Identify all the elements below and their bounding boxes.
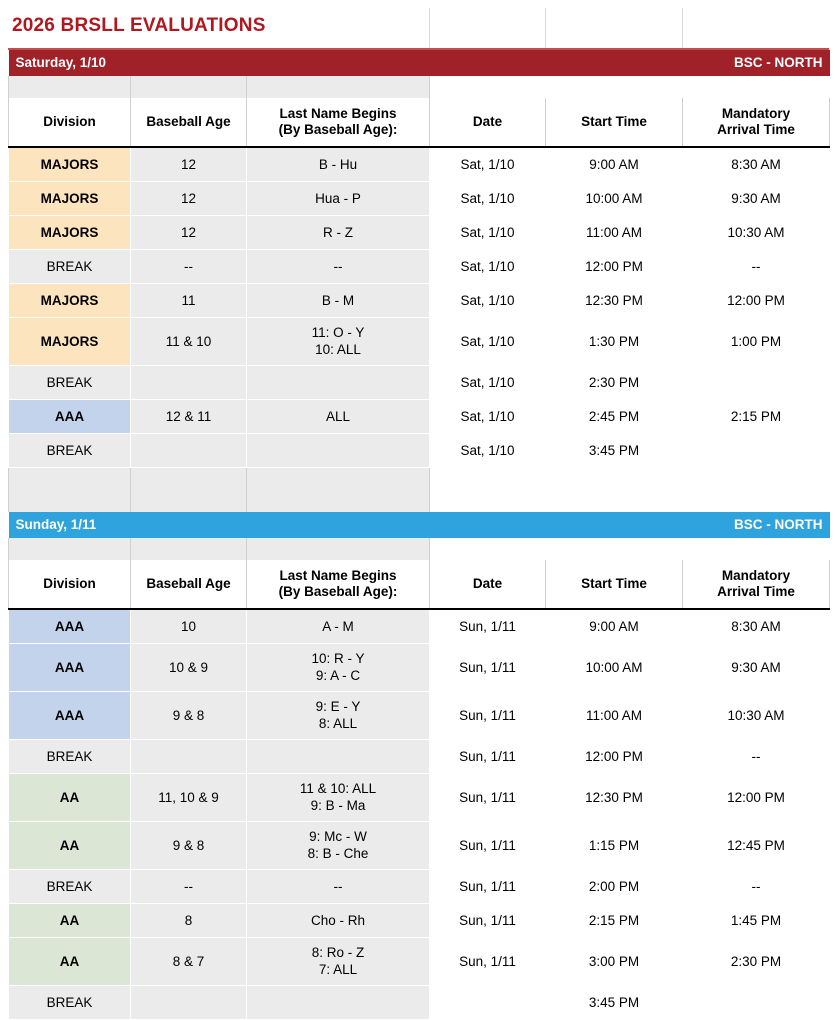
cell-division: AA [9, 822, 131, 870]
cell-age: 8 & 7 [131, 938, 247, 986]
sat-spacer-c0 [9, 76, 131, 98]
cell-arrival: -- [683, 740, 830, 774]
sun-spacer-c3 [430, 538, 546, 560]
cell-start: 9:00 AM [546, 609, 683, 644]
cell-lastname-line2: 9: B - Ma [310, 797, 366, 813]
table-row [9, 986, 830, 1020]
cell-lastname [247, 986, 430, 1020]
cell-division: MAJORS [9, 318, 131, 366]
sunday-banner [9, 512, 830, 538]
cell-arrival: 8:30 AM [683, 147, 830, 182]
cell-arrival [683, 986, 830, 1020]
cell-date: Sat, 1/10 [430, 318, 546, 366]
saturday-banner-mid [430, 50, 683, 76]
sun-spacer-c4 [546, 538, 683, 560]
table-row [9, 434, 830, 468]
cell-start: 3:00 PM [546, 938, 683, 986]
cell-division: AAA [9, 400, 131, 434]
cell-age: 8 [131, 904, 247, 938]
cell-arrival: 9:30 AM [683, 644, 830, 692]
cell-arrival: 2:30 PM [683, 938, 830, 986]
sat-bot-c0 [9, 468, 131, 491]
cell-age [131, 740, 247, 774]
header-date: Date [430, 560, 546, 609]
sun-spacer-c2 [247, 538, 430, 560]
cell-age: -- [131, 250, 247, 284]
cell-age [131, 434, 247, 468]
cell-division: MAJORS [9, 216, 131, 250]
cell-date: Sat, 1/10 [430, 400, 546, 434]
cell-lastname [247, 318, 430, 366]
header-baseball-age: Baseball Age [131, 560, 247, 609]
header-last-name-line2: (By Baseball Age): [278, 122, 398, 137]
page-title: 2026 BRSLL EVALUATIONS [8, 8, 429, 49]
cell-division: MAJORS [9, 182, 131, 216]
header-arrival-line1: Mandatory [721, 106, 791, 122]
saturday-column-headers [9, 98, 830, 147]
table-row [9, 740, 830, 774]
cell-division: BREAK [9, 740, 131, 774]
cell-lastname-line1: 11 & 10: ALL [299, 780, 377, 796]
cell-date: Sat, 1/10 [430, 216, 546, 250]
table-row [9, 250, 830, 284]
title-blank-3 [682, 8, 829, 49]
header-start-time: Start Time [546, 98, 683, 147]
cell-lastname: B - M [247, 284, 430, 318]
cell-division: MAJORS [9, 284, 131, 318]
sunday-banner-date: Sunday, 1/11 [9, 512, 430, 538]
cell-division: AA [9, 774, 131, 822]
title-blank-1 [429, 8, 545, 49]
table-row [9, 774, 830, 822]
cell-lastname-line2: 8: B - Che [307, 845, 369, 861]
cell-start: 3:45 PM [546, 986, 683, 1020]
cell-arrival: 1:45 PM [683, 904, 830, 938]
cell-date: Sat, 1/10 [430, 366, 546, 400]
table-row [9, 644, 830, 692]
cell-lastname-line2: 9: A - C [315, 667, 361, 683]
cell-age: 12 & 11 [131, 400, 247, 434]
cell-lastname: ALL [247, 400, 430, 434]
sat-bot2-c3 [430, 490, 546, 512]
cell-lastname-line1: 11: O - Y [311, 324, 365, 340]
table-row [9, 609, 830, 644]
sun-spacer-c5 [683, 538, 830, 560]
sat-spacer-c5 [683, 76, 830, 98]
cell-date: Sun, 1/11 [430, 740, 546, 774]
table-row [9, 318, 830, 366]
saturday-section [8, 50, 830, 512]
cell-lastname [247, 366, 430, 400]
sat-bottom-spacer-row-1 [9, 468, 830, 491]
cell-date: Sun, 1/11 [430, 938, 546, 986]
sat-spacer-c2 [247, 76, 430, 98]
cell-age: 11 & 10 [131, 318, 247, 366]
header-division: Division [9, 560, 131, 609]
cell-lastname-line2: 8: ALL [318, 715, 358, 731]
cell-date: Sat, 1/10 [430, 284, 546, 318]
cell-lastname-line2: 7: ALL [318, 961, 358, 977]
sunday-column-headers [9, 560, 830, 609]
sat-bot-c3 [430, 468, 546, 491]
header-last-name-line2: (By Baseball Age): [278, 584, 398, 599]
cell-lastname: B - Hu [247, 147, 430, 182]
cell-arrival [683, 434, 830, 468]
saturday-header-spacer-row [9, 76, 830, 98]
cell-start: 12:30 PM [546, 284, 683, 318]
sunday-section [8, 512, 830, 1020]
cell-lastname [247, 774, 430, 822]
header-last-name-line1: Last Name Begins [279, 106, 397, 122]
cell-arrival: -- [683, 870, 830, 904]
cell-date: Sat, 1/10 [430, 434, 546, 468]
cell-start: 2:15 PM [546, 904, 683, 938]
header-arrival-line1: Mandatory [721, 568, 791, 584]
cell-date: Sat, 1/10 [430, 147, 546, 182]
cell-age: 9 & 8 [131, 692, 247, 740]
cell-date: Sun, 1/11 [430, 774, 546, 822]
cell-division: BREAK [9, 986, 131, 1020]
cell-age: 11, 10 & 9 [131, 774, 247, 822]
cell-lastname: Hua - P [247, 182, 430, 216]
sat-bot-c2 [247, 468, 430, 491]
cell-division: AAA [9, 692, 131, 740]
cell-arrival: 2:15 PM [683, 400, 830, 434]
header-date: Date [430, 98, 546, 147]
cell-lastname-line1: 8: Ro - Z [311, 944, 365, 960]
cell-age: 12 [131, 147, 247, 182]
cell-division: AAA [9, 644, 131, 692]
cell-arrival: 12:00 PM [683, 774, 830, 822]
cell-start: 12:00 PM [546, 740, 683, 774]
header-arrival-time [683, 98, 830, 147]
table-row [9, 692, 830, 740]
cell-lastname-line1: 10: R - Y [311, 650, 365, 666]
cell-lastname-line1: 9: E - Y [315, 698, 361, 714]
cell-start: 2:45 PM [546, 400, 683, 434]
table-row [9, 216, 830, 250]
saturday-banner [9, 50, 830, 76]
table-row [9, 938, 830, 986]
sat-spacer-c1 [131, 76, 247, 98]
cell-division: AA [9, 904, 131, 938]
cell-lastname [247, 644, 430, 692]
cell-age: -- [131, 870, 247, 904]
cell-date: Sun, 1/11 [430, 904, 546, 938]
sun-spacer-c0 [9, 538, 131, 560]
cell-start: 11:00 AM [546, 216, 683, 250]
table-row [9, 904, 830, 938]
table-row [9, 147, 830, 182]
title-table [8, 8, 829, 50]
cell-division: BREAK [9, 250, 131, 284]
cell-age: 9 & 8 [131, 822, 247, 870]
header-last-name [247, 98, 430, 147]
header-last-name-line1: Last Name Begins [279, 568, 397, 584]
cell-arrival: -- [683, 250, 830, 284]
cell-arrival: 8:30 AM [683, 609, 830, 644]
cell-lastname: -- [247, 870, 430, 904]
cell-lastname [247, 434, 430, 468]
header-last-name [247, 560, 430, 609]
cell-date: Sun, 1/11 [430, 870, 546, 904]
table-row [9, 366, 830, 400]
cell-start: 2:30 PM [546, 366, 683, 400]
cell-arrival: 9:30 AM [683, 182, 830, 216]
cell-start: 1:15 PM [546, 822, 683, 870]
header-arrival-line2: Arrival Time [717, 122, 795, 137]
cell-division: BREAK [9, 870, 131, 904]
sat-bot2-c5 [683, 490, 830, 512]
cell-lastname: A - M [247, 609, 430, 644]
cell-start: 10:00 AM [546, 182, 683, 216]
sat-bot-c4 [546, 468, 683, 491]
cell-lastname: Cho - Rh [247, 904, 430, 938]
sat-bot-c1 [131, 468, 247, 491]
cell-date [430, 986, 546, 1020]
cell-date: Sun, 1/11 [430, 822, 546, 870]
cell-age [131, 986, 247, 1020]
header-arrival-time [683, 560, 830, 609]
header-baseball-age: Baseball Age [131, 98, 247, 147]
sat-bot2-c1 [131, 490, 247, 512]
cell-date: Sun, 1/11 [430, 644, 546, 692]
table-row [9, 822, 830, 870]
title-blank-2 [545, 8, 682, 49]
cell-division: AA [9, 938, 131, 986]
sat-bottom-spacer-row-2 [9, 490, 830, 512]
cell-division: MAJORS [9, 147, 131, 182]
sunday-banner-mid [430, 512, 683, 538]
table-row [9, 400, 830, 434]
cell-arrival [683, 366, 830, 400]
cell-start: 10:00 AM [546, 644, 683, 692]
cell-age: 11 [131, 284, 247, 318]
cell-age: 12 [131, 182, 247, 216]
cell-arrival: 10:30 AM [683, 216, 830, 250]
table-row [9, 182, 830, 216]
cell-start: 9:00 AM [546, 147, 683, 182]
cell-arrival: 1:00 PM [683, 318, 830, 366]
cell-date: Sat, 1/10 [430, 250, 546, 284]
saturday-banner-location: BSC - NORTH [683, 50, 830, 76]
sat-spacer-c4 [546, 76, 683, 98]
cell-start: 3:45 PM [546, 434, 683, 468]
sat-bot2-c0 [9, 490, 131, 512]
header-start-time: Start Time [546, 560, 683, 609]
cell-lastname [247, 938, 430, 986]
cell-arrival: 12:00 PM [683, 284, 830, 318]
cell-age: 10 [131, 609, 247, 644]
saturday-banner-date: Saturday, 1/10 [9, 50, 430, 76]
cell-start: 12:30 PM [546, 774, 683, 822]
sun-spacer-c1 [131, 538, 247, 560]
cell-start: 1:30 PM [546, 318, 683, 366]
cell-start: 11:00 AM [546, 692, 683, 740]
cell-arrival: 10:30 AM [683, 692, 830, 740]
sunday-header-spacer-row [9, 538, 830, 560]
cell-lastname-line1: 9: Mc - W [309, 828, 367, 844]
cell-division: BREAK [9, 434, 131, 468]
cell-lastname: -- [247, 250, 430, 284]
sat-spacer-c3 [430, 76, 546, 98]
cell-date: Sat, 1/10 [430, 182, 546, 216]
cell-lastname [247, 692, 430, 740]
cell-age: 12 [131, 216, 247, 250]
table-row [9, 284, 830, 318]
cell-age [131, 366, 247, 400]
cell-start: 12:00 PM [546, 250, 683, 284]
header-division: Division [9, 98, 131, 147]
sat-bot2-c2 [247, 490, 430, 512]
cell-lastname-line2: 10: ALL [315, 341, 361, 357]
cell-date: Sun, 1/11 [430, 609, 546, 644]
cell-start: 2:00 PM [546, 870, 683, 904]
cell-division: BREAK [9, 366, 131, 400]
cell-division: AAA [9, 609, 131, 644]
sat-bot-c5 [683, 468, 830, 491]
cell-lastname: R - Z [247, 216, 430, 250]
table-row [9, 870, 830, 904]
sat-bot2-c4 [546, 490, 683, 512]
cell-age: 10 & 9 [131, 644, 247, 692]
header-arrival-line2: Arrival Time [717, 584, 795, 599]
cell-arrival: 12:45 PM [683, 822, 830, 870]
cell-lastname [247, 740, 430, 774]
cell-date: Sun, 1/11 [430, 692, 546, 740]
cell-lastname [247, 822, 430, 870]
sunday-banner-location: BSC - NORTH [683, 512, 830, 538]
